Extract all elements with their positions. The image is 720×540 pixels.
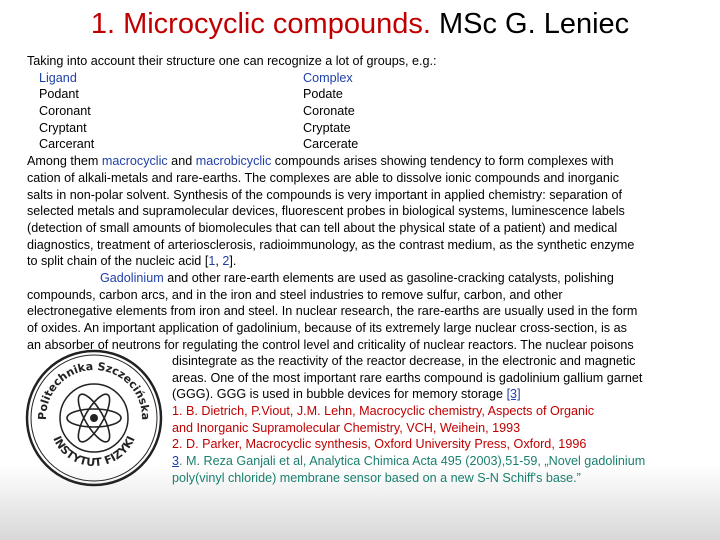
group-right: Carcerate [303,137,359,152]
text-run: compounds arises showing tendency to form complexes with [271,154,614,169]
para2-line: areas. One of the most important rare earths compound is gadolinium gallium garnet [172,370,643,385]
main-text [27,53,695,353]
group-left: Carcerant [39,137,95,152]
university-seal-logo [24,348,164,488]
reference-3-cont: poly(vinyl chloride) membrane sensor based on a new S-N Schiff's base.” [172,470,581,485]
text-run: and other rare-earth elements are used as gasoline-cracking catalysts, polishing [163,270,614,285]
intro-line: Taking into account their structure one can recognize a lot of groups, e.g.: [27,54,437,68]
reference-2: 2. D. Parker, Macrocyclic synthesis, Oxford University Press, Oxford, 1996 [172,437,587,452]
citation-link-3[interactable]: [3] [506,387,521,402]
lower-text [172,353,692,487]
reference-1-cont: and Inorganic Supramolecular Chemistry, VCH, Weihein, 1993 [172,420,521,435]
para2-line: compounds, carbon arcs, and in the iron and steel industries to remove sulfur, carbon, and other [27,287,563,302]
term-gadolinium: Gadolinium [100,270,164,285]
reference-3-number-link[interactable]: 3 [172,454,180,469]
para2-line: an absorber of neutrons for regulating the control level and criticality of nuclear reactors. The nuclear poisons [27,337,634,352]
para1-line [27,153,695,170]
page-title [0,4,720,44]
citation-link-1[interactable]: 1 [208,254,216,269]
para2-line: electronegative elements from iron and steel. In nuclear research, the rare-earths are usually used in the form [27,304,638,319]
text-run: Among them [27,154,102,169]
para1-line [27,253,695,270]
text-run: (GGG). GGG is used in bubble devices for memory storage [172,387,507,402]
text-run: . M. Reza Ganjali et al, Analytica Chimica Acta 495 (2003),51-59, „Novel gadolinium [179,454,646,469]
group-right: Cryptate [303,120,351,135]
reference-1: 1. B. Dietrich, P.Viout, J.M. Lehn, Macrocyclic chemistry, Aspects of Organic [172,404,595,419]
para1-line: diagnostics, treatment of arteriosclerosis, radioimmunology, as the contrast medium, as the synthetic enzyme [27,237,635,252]
term-macrocyclic: macrocyclic [101,154,168,169]
group-right: Podate [303,87,343,102]
group-row [27,136,695,153]
para1-line: (detection of small amounts of biomolecules that can tell about the physical state of a patient) and medical [27,220,618,235]
group-left: Coronant [39,104,91,119]
text-run: ]. [229,254,237,269]
seal-text-bottom: INSTYTUT FIZYKI [50,434,138,470]
para2-line [27,270,695,287]
term-macrobicyclic: macrobicyclic [195,154,272,169]
group-row [27,70,695,87]
text-run: and [167,154,196,169]
group-row [27,103,695,120]
group-left: Ligand [39,70,77,85]
group-right: Coronate [303,104,355,119]
group-left: Cryptant [39,120,87,135]
para1-line: salts in non-polar solvent. Synthesis of the compounds is very important in applied chemistry: separation of [27,187,623,202]
citation-link-2[interactable]: 2 [222,254,230,269]
group-row [27,86,695,103]
para2-line [172,386,692,403]
para1-line: selected metals and supramolecular devices, fluorescent probes in biological systems, luminescence labels [27,204,625,219]
atom-icon [67,390,121,446]
text-run: , [215,254,223,269]
seal-text-top: Politechnika Szczecińska [35,359,153,421]
group-left: Podant [39,87,79,102]
para2-line: disintegrate as the reactivity of the reactor decrease, in the electronic and magnetic [172,354,636,368]
para1-line: cation of alkali-metals and rare-earths. The complexes are able to dissolve ionic compounds and inorganic [27,170,619,185]
text-run: to split chain of the nucleic acid [ [27,254,209,269]
title-main: 1. Microcyclic compounds. [90,8,431,40]
reference-3 [172,453,692,470]
title-author: MSc G. Leniec [438,8,630,40]
para2-line: of oxides. An important application of gadolinium, because of its extremely large nuclear cross-section, is as [27,321,627,335]
group-right: Complex [303,70,353,85]
group-row [27,120,695,137]
